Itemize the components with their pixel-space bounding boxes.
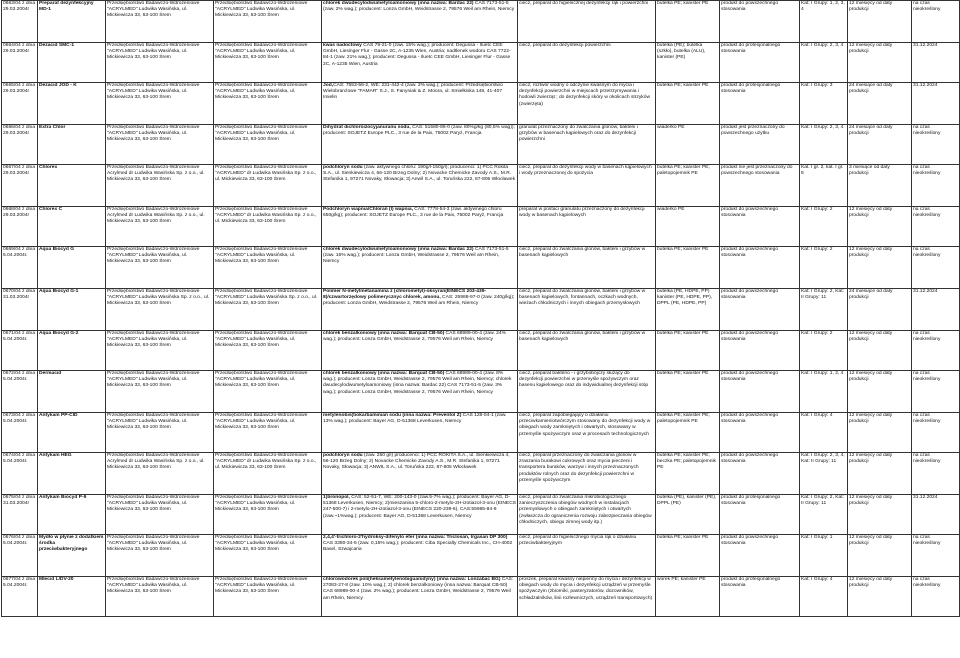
cell-packaging: butelka PE; kanister PE	[656, 535, 720, 577]
cell-entity: Przedsiębiorstwo Badawczo-Wdrożeniowe "ACRYLMED" Ludwika Wasińska Sp. z o.o., ul. Mickiewicza 33, 63-100 Śrem	[106, 289, 214, 331]
table-row	[2, 371, 960, 413]
substance-name: chlorek dwudecylodwumetyloamoniowy (inna nazwa: Bardac 22)	[323, 247, 474, 252]
cell-form: ciecz, preparat zapobiegający o działaniu przeciwkamieniotwórczym stosowany do dezynfekcji wody w obiegach wody zamkniętych i otwartych, stosowany w przemyśle spożywczym oraz w procesach technologicznych	[518, 413, 656, 453]
cell-shelf: 12 miesięcy od daty produkcji	[848, 413, 912, 453]
cell-no: 0667/04 z dnia 29.03.2004r	[2, 165, 38, 207]
substance-details: CAS 128-04-1 (zaw. 13% wag.); producent: Bayer AG, D-51368 Leverkusen, Niemcy	[323, 413, 507, 425]
cell-packaging: butelka PE; kanister PE; paletopojemnik PE	[656, 413, 720, 453]
cell-producer: Przedsiębiorstwo Badawczo-Wdrożeniowe "ACRYLMED" Ludwika Wasińska, ul. Mickiewicza 33, 63-100 Śrem	[214, 577, 322, 617]
cell-form: ciecz, preparat do zwalczania glonów, bakterii i grzybów w basenach kąpielowych, fontannach, oczkach wodnych, wieżach chłodniczych i innych obiegach przemysłowych	[518, 289, 656, 331]
cell-name: Mlecid L/DV-20	[38, 577, 106, 617]
cell-producer: Przedsiębiorstwo Badawczo-Wdrożeniowe "ACRYLMED" dr Ludwika Wasińska Sp. z o.o., ul. Mickiewicza 33, 63-100 Śrem	[214, 207, 322, 247]
cell-user: produkt do powszechnego stosowania	[720, 1, 800, 43]
cell-name: Antykam HEG	[38, 453, 106, 495]
cell-entity: Przedsiębiorstwo Badawczo-Wdrożeniowe "ACRYLMED" Ludwika Wasińska, ul. Mickiewicza 33, 63-100 Śrem	[106, 495, 214, 535]
cell-category: Kat: I Grupy: 1	[800, 535, 848, 577]
cell-shelf: 12 miesięcy od daty produkcji	[848, 331, 912, 371]
substance-name: chlorowodorek poli(heksametylenobiguanidyny) (inna nazwa: Lonzabac BG)	[323, 577, 501, 582]
substance-name: Jod,	[323, 83, 334, 88]
cell-form: preparat w postaci granulatu przeznaczony do dezynfekcji wody w basenach kąpielowych	[518, 207, 656, 247]
substance-details: CAS 7173-51-5 (zaw. 2% wag.); producent: Lonza GmbH, Weidstrasse 2, 79576 Weil am Rhein, Niemcy	[323, 1, 515, 13]
substance-details: CAS: 25988-97-0 (zaw. 240g/kg); producent: Lonza GmbH, Weidstrasse 2, 79576 Weil am Rhein, Niemcy	[323, 295, 515, 307]
cell-no: 0676/04 z dnia 5.04.2004r.	[2, 535, 38, 577]
table-row	[2, 535, 960, 577]
cell-shelf: 12 miesięcy od daty produkcji	[848, 453, 912, 495]
cell-packaging: butelka PE; kanister PE; beczka PE; paletopojemnik PE	[656, 453, 720, 495]
cell-name: Extra Chlor	[38, 125, 106, 165]
cell-producer: Przedsiębiorstwo Badawczo-Wdrożeniowe "ACRYLMED" Ludwika Wasińska, ul. Mickiewicza 33, 63-100 Śrem	[214, 495, 322, 535]
cell-name: Aqua Biocyd G	[38, 247, 106, 289]
cell-category: Kat: I Grupy: 2, Kat: II Grupy: 11	[800, 289, 848, 331]
substance-name: podchloryn sodu	[323, 165, 363, 170]
cell-substance	[322, 1, 518, 43]
cell-substance	[322, 413, 518, 453]
cell-producer: Przedsiębiorstwo Badawczo-Wdrożeniowe "ACRYLMED" Ludwika Wasińska, ul. Mickiewicza 33, 63-100 Śrem	[214, 331, 322, 371]
cell-substance	[322, 577, 518, 617]
cell-entity: Przedsiębiorstwo Badawczo-Wdrożeniowe Acrylmed dr Ludwika Wasińska Sp. z o.o., ul. Mickiewicza 33, 63-100 Śrem	[106, 165, 214, 207]
cell-name: Chlorex C	[38, 207, 106, 247]
cell-user: produkt do powszechnego stosowania	[720, 331, 800, 371]
cell-packaging: butelka PE; kanister PE	[656, 331, 720, 371]
substance-details: CAS 7173-51-5 (zaw. 16% wag.); producent: Lonza GmbH, Weidstrasse 2, 79576 Weil am Rhein, Niemcy	[323, 247, 509, 265]
cell-producer: Przedsiębiorstwo Badawczo-Wdrożeniowe "ACRYLMED" Ludwika Wasińska, ul. Mickiewicza 33, 63-100 Śrem	[214, 535, 322, 577]
cell-producer: Przedsiębiorstwo Badawczo-Wdrożeniowe "ACRYLMED" Ludwika Wasińska, ul. Mickiewicza 33, 63-100 Śrem	[214, 83, 322, 125]
cell-no: 0672/04 z dnia 5.04.2004r.	[2, 371, 38, 413]
cell-form: proszek, preparat kwaśny niepienny do mycia i dezynfekcji w obiegach wody do mycia i dezynfekcji urządzeń w przemyśle spożywczym (zbiorniki, pasteryzatorów, dozowników, schładzalników, linii rozlewniczych, urządzeń transportowych)	[518, 577, 656, 617]
cell-substance	[322, 453, 518, 495]
cell-no: 0669/04 z dnia 5.04.2004r.	[2, 247, 38, 289]
cell-no: 0663/04 z dnia 29.03.2004r	[2, 1, 38, 43]
table-row	[2, 125, 960, 165]
cell-no: 0671/04 z dnia 5.04.2004r.	[2, 331, 38, 371]
cell-user: produkt do profesjonalnego stosowania	[720, 577, 800, 617]
cell-user: produkt jest przeznaczony do powszechnego użytku	[720, 125, 800, 165]
table-row	[2, 247, 960, 289]
cell-validity: na czas nieokreślony	[912, 207, 960, 247]
cell-user: produkt do powszechnego stosowania	[720, 413, 800, 453]
cell-form: ciecz, preparat do zwalczania glonów, bakterii i grzybów w basenach kąpielowych	[518, 331, 656, 371]
substance-details: CAS: 7553-56-2, WE: 231-442-4 (zaw. 2% wag.); producent: Przedsiębiorstwo Wielobranżowe "FAMAR" S.J., S. Fanyniak & Z. Moora, ul. Smiełkiska 148, 41-407 Imielin	[323, 83, 503, 101]
cell-shelf: 12 miesięcy od daty produkcji	[848, 43, 912, 83]
cell-packaging: wiaderko PE	[656, 207, 720, 247]
cell-category: Kat: I Grupy: 4	[800, 577, 848, 617]
table-row	[2, 453, 960, 495]
cell-shelf: 12 miesięcy od daty produkcji	[848, 371, 912, 413]
cell-packaging: butelka PE; kanister PE; paletopojemnik PE	[656, 165, 720, 207]
cell-name: Mydło w płynie z dodatkiem środka przeciwbakteryjnego	[38, 535, 106, 577]
cell-category: Kat: I Grupy: 1, 2, 3, 4	[800, 1, 848, 43]
cell-substance	[322, 535, 518, 577]
cell-shelf: 3 miesiące od daty produkcji	[848, 165, 912, 207]
substance-details: CAS: 51580-86-0 (zaw. 80%g/kg (80,5% wag)); producent: SOJETZ Europe PLC., 3 rue de la Paix, 75002 Paryż, Francja	[323, 125, 515, 137]
cell-user: produkt do profesjonalnego stosowania	[720, 83, 800, 125]
cell-validity: 31.12.2024	[912, 83, 960, 125]
cell-user: produkt do powszechnego stosowania	[720, 289, 800, 331]
cell-no: 0666/04 z dnia 29.03.2004r	[2, 125, 38, 165]
cell-form: ciecz, preparat do zwalczania mikrobiologicznego zanieczyszczenia obiegów wodnych w instalacjach przemysłowych o obiegach zamkniętych i otwartych (zwłaszcza do ograniczenia rozwoju zabezpieczania obiegów chłodniczych, obiegu zimnej wody itp.)	[518, 495, 656, 535]
cell-shelf: 12 miesięcy od daty produkcji	[848, 535, 912, 577]
table-row	[2, 413, 960, 453]
cell-packaging: wiaderko PE	[656, 125, 720, 165]
cell-shelf: 24 miesiące od daty produkcji	[848, 83, 912, 125]
cell-entity: Przedsiębiorstwo Badawczo-Wdrożeniowe "ACRYLMED" Ludwika Wasińska, ul. Mickiewicza 33, 63-100 Śrem	[106, 577, 214, 617]
cell-name: Dermacid	[38, 371, 106, 413]
cell-no: 0673/04 z dnia 5.04.2004r.	[2, 413, 38, 453]
cell-substance	[322, 371, 518, 413]
cell-validity: na czas nieokreślony	[912, 331, 960, 371]
cell-form: ciecz, preparat do zwalczania glonów, bakterii i grzybów w basenach kąpielowych	[518, 247, 656, 289]
cell-name: Antykam Biocyd P-9	[38, 495, 106, 535]
cell-entity: Przedsiębiorstwo Badawczo-Wdrożeniowe "ACRYLMED" Ludwika Wasińska, ul. Mickiewicza 33, 63-100 Śrem	[106, 535, 214, 577]
cell-validity: na czas nieokreślony	[912, 125, 960, 165]
cell-user: produkt do powszechnego stosowania	[720, 207, 800, 247]
substance-name: podchloryn sodu	[323, 453, 363, 458]
cell-name: Aqua Biocyd G-2	[38, 331, 106, 371]
substance-name: kwas nadoctowy	[323, 43, 362, 48]
cell-form: ciecz, preparat przeznaczony do zwalczania glonów w zraszania burakowi cukrowych oraz mycia pieczeni i transportera buraków, warzyw i innych przeznaczonych produktów rolnych oraz do dezynfekcji powierzchni w przemyśle spożywczym	[518, 453, 656, 495]
cell-form: ciecz, preparat do higienicznej dezynfekcji rąk i powierzchni	[518, 1, 656, 43]
register-body	[2, 1, 960, 617]
cell-category: Kat: I Grupy: 1, 2, 4	[800, 371, 848, 413]
table-row	[2, 43, 960, 83]
substance-name: Podchloryn wapnia/Chloran (I) wapnia,	[323, 207, 413, 212]
cell-form: ciecz, preparat do higienicznego mycia rąk o działaniu przeciwbakteryjnym	[518, 535, 656, 577]
substance-details: CAS 68989-00-4 (zaw. 24% wag.); producent: Lonza GmbH, Weidstrasse 2, 79576 Weil am Rhein, Niemcy	[323, 331, 506, 343]
cell-shelf: 24 miesiące od daty produkcji	[848, 289, 912, 331]
cell-user: produkt do powszechnego stosowania	[720, 453, 800, 495]
cell-producer: Przedsiębiorstwo Badawczo-Wdrożeniowe "ACRYLMED" Ludwika Wasińska, ul. Mickiewicza 33, 63-100 Śrem	[214, 247, 322, 289]
substance-details: CAS: 27083-27-8 (zaw. 10% wag.); 2) chlorek benzalkoniowy (inna nazwa: Barquat CB-50) CAS 68989-00-4 (zaw. 2% wag.); producent: Lonza GmbH, Weidstrasse 2, 79576 Weil am Rhein, Niemcy	[323, 577, 514, 601]
table-row	[2, 331, 960, 371]
cell-packaging: worek PE; kanister PE	[656, 577, 720, 617]
cell-form: ciecz, preparat bakterio - i grzybobójczy służący do dezynfekcji powierzchni w przemyśle spożywczym oraz basenu kąpielowego oraz do indywidualnej dezynfekcji stóp	[518, 371, 656, 413]
cell-shelf: 12 miesięcy od daty produkcji	[848, 495, 912, 535]
cell-entity: Przedsiębiorstwo Badawczo-Wdrożeniowe "ACRYLMED" Ludwika Wasińska, ul. Mickiewicza 33, 63-100 Śrem	[106, 413, 214, 453]
cell-name: Dezacid SMC-1	[38, 43, 106, 83]
cell-substance	[322, 125, 518, 165]
table-row	[2, 577, 960, 617]
cell-name: Antykam PP-CID	[38, 413, 106, 453]
cell-producer: Przedsiębiorstwo Badawczo-Wdrożeniowe "ACRYLMED" dr Ludwika Wasińska Sp. z o.o., ul. Mickiewicza 33, 63-100 Śrem	[214, 165, 322, 207]
substance-name: chlorek benzalkoniowy (inna nazwa: Barquat CB-50)	[323, 331, 445, 336]
table-row	[2, 289, 960, 331]
substance-details: CAS 3380-34-5 (zaw. 0,15% wag.); producent: Ciba Specialty Chemicals Inc., CH-4002 Basel, Szwajcaria	[323, 541, 513, 553]
cell-form: granulat przeznaczony do zwalczania glonów, bakterii i grzybów w basenach kąpielowych oraz do dezynfekcji powierzchni	[518, 125, 656, 165]
cell-producer: Przedsiębiorstwo Badawczo-Wdrożeniowe "ACRYLMED" Ludwika Wasińska, ul. Mickiewicza 33, 63-100 Śrem	[214, 413, 322, 453]
cell-packaging: butelka PE; kanister PE	[656, 83, 720, 125]
cell-producer: Przedsiębiorstwo Badawczo-Wdrożeniowe "ACRYLMED" Ludwika Wasińska Sp. z o.o., ul. Mickiewicza 33, 63-100 Śrem	[214, 289, 322, 331]
cell-no: 0674/04 z dnia 5.04.2004r.	[2, 453, 38, 495]
cell-entity: Przedsiębiorstwo Badawczo-Wdrożeniowe "ACRYLMED" Ludwika Wasińska, ul. Mickiewicza 33, 63-100 Śrem	[106, 125, 214, 165]
cell-producer: Przedsiębiorstwo Badawczo-Wdrożeniowe "ACRYLMED" Ludwika Wasińska, ul. Mickiewicza 33, 63-100 Śrem	[214, 43, 322, 83]
substance-details: CAS: 52-51-7, WE: 200-143-0 (zaw.5-7% wag.); producent: Bayer AG, D-51368 Leverkusen, Niemcy; 2)mieszanina 5-chloro-2-metylo-2H-izotiazol-3-onu (EINECS 247-500-7) i 2-metylo-2H-izotiazol-3-onu (EINECS 220-239-6), CAS:55965-84-9 (zaw.~1%wag.); producent: Bayer AG, D-51368 Leverkusen, Niemcy	[323, 495, 516, 519]
cell-category: Kat: I Grupy: 4	[800, 413, 848, 453]
cell-entity: Przedsiębiorstwo Badawczo-Wdrożeniowe Acrylmed dr Ludwika Wasińska Sp. z o.o., ul. Mickiewicza 33, 63-100 Śrem	[106, 207, 214, 247]
cell-category: Kat: I Grupy: 2, 3, 4, Kat: II Grupy: 11	[800, 453, 848, 495]
table-row	[2, 207, 960, 247]
cell-user: produkt nie jest przeznaczony do powszechnego stosowania	[720, 165, 800, 207]
cell-producer: Przedsiębiorstwo Badawczo-Wdrożeniowe "ACRYLMED" Ludwika Wasińska, ul. Mickiewicza 33, 63-100 Śrem	[214, 1, 322, 43]
cell-validity: na czas nieokreślony	[912, 577, 960, 617]
cell-entity: Przedsiębiorstwo Badawczo-Wdrożeniowe Acrylmed dr Ludwika Wasińska Sp. z o.o., ul. Mickiewicza 33, 63-100 Śrem	[106, 453, 214, 495]
cell-validity: 31.12.2024	[912, 43, 960, 83]
substance-details: (zaw. aktywnego chloru: 190g/l-150g/l); producenci: 1) PCC Rokita S.A., ul. Sienkiewicza 4, 56-120 Brzeg Dolny; 2) Novacke Chemicke Zavody A.S., M.R. Stefanika 1, 97271 Novaky, Słowacja; 3) Anwil S.A., ul. Toruńska 222, 87-805 Włocławek	[323, 165, 516, 183]
cell-shelf: 24 miesiące od daty produkcji	[848, 125, 912, 165]
substance-name: chlorek dwudecylodwumetyloamoniowy (inna nazwa: Bardac 22)	[323, 1, 474, 6]
cell-validity: na czas nieokreślony	[912, 1, 960, 43]
cell-no: 0668/04 z dnia 29.03.2004r	[2, 207, 38, 247]
cell-packaging: butelka (PE), kanister (PE), DPPL (PE)	[656, 495, 720, 535]
cell-no: 0664/04 z dnia 29.03.2004r	[2, 43, 38, 83]
cell-category: Kat: I Grupy: 2, Kat: II Grupy: 11	[800, 495, 848, 535]
cell-validity: 31.12.2024	[912, 495, 960, 535]
cell-shelf: 12 miesięcy od daty produkcji	[848, 207, 912, 247]
cell-packaging: butelka PE; kanister PE	[656, 247, 720, 289]
cell-entity: Przedsiębiorstwo Badawczo-Wdrożeniowe "ACRYLMED" Ludwika Wasińska, ul. Mickiewicza 33, 63-100 Śrem	[106, 43, 214, 83]
cell-substance	[322, 247, 518, 289]
cell-validity: na czas nieokreślony	[912, 413, 960, 453]
cell-packaging: butelka (PE, HDPE, PP) kanister (PE, HDPE, PP), DPPL (PE, HDPE, PP)	[656, 289, 720, 331]
cell-category: Kat: I Grupy: 2	[800, 331, 848, 371]
cell-user: produkt do powszechnego stosowania	[720, 371, 800, 413]
table-row	[2, 165, 960, 207]
cell-entity: Przedsiębiorstwo Badawczo-Wdrożeniowe "ACRYLMED" Ludwika Wasińska, ul. Mickiewicza 33, 63-100 Śrem	[106, 83, 214, 125]
cell-packaging: butelka (PE); butelka (szkło), butelka (ALU), kanister (PE)	[656, 43, 720, 83]
cell-category: Kat. I gr. 2, kat. I gr. 5	[800, 165, 848, 207]
cell-category: Kat: I Grupy: 3	[800, 83, 848, 125]
cell-validity: 31.12.2024	[912, 289, 960, 331]
cell-validity: na czas nieokreślony	[912, 165, 960, 207]
cell-form: ciecz, preparat do dezynfekcji wody w basenach kąpielowych i wody przeznaczonej do spożycia	[518, 165, 656, 207]
cell-category: Kat: I Grupy: 2, 3, 4	[800, 125, 848, 165]
cell-validity: na czas nieokreślony	[912, 453, 960, 495]
cell-producer: Przedsiębiorstwo Badawczo-Wdrożeniowe "ACRYLMED" dr Ludwika Wasińska Sp. z o.o., ul. Mickiewicza 33, 63-100 Śrem	[214, 453, 322, 495]
substance-name: Dihydrat dichloroizocyjanuranu sodu,	[323, 125, 411, 130]
cell-shelf: 12 miesięcy od daty produkcji	[848, 1, 912, 43]
cell-user: produkt do profesjonalnego stosowania	[720, 43, 800, 83]
cell-substance	[322, 207, 518, 247]
table-row	[2, 83, 960, 125]
table-row	[2, 1, 960, 43]
cell-producer: Przedsiębiorstwo Badawczo-Wdrożeniowe "ACRYLMED" Ludwika Wasińska, ul. Mickiewicza 33, 63-100 Śrem	[214, 125, 322, 165]
cell-packaging: butelka PE; kanister PE	[656, 1, 720, 43]
substance-name: 2,4,4'-trichloro-2'hydroksy-difenylo eter (inna nazwa: Triclosan, Irgasan DP 300)	[323, 535, 508, 540]
table-row	[2, 495, 960, 535]
cell-producer: Przedsiębiorstwo Badawczo-Wdrożeniowe "ACRYLMED" Ludwika Wasińska, ul. Mickiewicza 33, 63-100 Śrem	[214, 371, 322, 413]
cell-category: Kat: I Grupy: 2	[800, 247, 848, 289]
substance-details: CAS: 7778-54-3 (zaw. aktywnego chloru 650g/kg); producent: SOJETZ Europe PLC., 3 rue de la Paix, 75002 Paryż, Francja	[323, 207, 504, 219]
substance-details: (zaw. 250 g/l) producenci: 1) PCC ROKITA S.A., ul. Sienkiewicza 4, 56-120 Brzeg Dolny; 2) Novacke Chemicke Zavody A.S., M.R. Stefanika 1, 97271 Novaky, Słowacja; 3) ANWIL S.A., ul. Toruńska 222, 87-805 Włocławek	[323, 453, 510, 471]
register-table	[1, 0, 960, 617]
cell-no: 0670/04 z dnia 31.03.2004r	[2, 289, 38, 331]
cell-substance	[322, 331, 518, 371]
cell-form: ciecz, preparat do dezynfekcji powierzchni	[518, 43, 656, 83]
cell-validity: na czas nieokreślony	[912, 371, 960, 413]
cell-name: Preparat dezynfekcyjny MD-1	[38, 1, 106, 43]
cell-name: Chlorex	[38, 165, 106, 207]
cell-substance	[322, 43, 518, 83]
cell-user: produkt do powszechnego stosowania	[720, 535, 800, 577]
cell-category: Kat: I Grupy: 2	[800, 207, 848, 247]
cell-entity: Przedsiębiorstwo Badawczo-Wdrożeniowe "ACRYLMED" Ludwika Wasińska, ul. Mickiewicza 33, 63-100 Śrem	[106, 371, 214, 413]
cell-form: ciecz, roztwór wodny o odczynie kwaśnym do mycia i dezynfekcji powierzchni w miejscach przetrzymywania i hodowli zwierząt ; do dezynfekcji skóry w okolicach strzyków (zwierzęta)	[518, 83, 656, 125]
cell-no: 0665/04 z dnia 29.03.2004r	[2, 83, 38, 125]
substance-name: chlorek benzalkoniowy (inna nazwa: Barquat CB-50)	[323, 371, 445, 376]
cell-substance	[322, 495, 518, 535]
cell-validity: na czas nieokreślony	[912, 535, 960, 577]
cell-no: 0675/04 z dnia 31.03.2004r	[2, 495, 38, 535]
cell-shelf: 12 miesięcy od daty produkcji	[848, 247, 912, 289]
cell-substance	[322, 289, 518, 331]
cell-entity: Przedsiębiorstwo Badawczo-Wdrożeniowe "ACRYLMED" Ludwika Wasińska, ul. Mickiewicza 33, 63-100 Śrem	[106, 331, 214, 371]
substance-name: metylenobis(tiokarbaminian sodu (inna nazwa: Preventol Z)	[323, 413, 462, 418]
cell-validity: na czas nieokreślony	[912, 247, 960, 289]
cell-entity: Przedsiębiorstwo Badawczo-Wdrożeniowe "ACRYLMED" Ludwika Wasińska, ul. Mickiewicza 33, 63-100 Śrem	[106, 247, 214, 289]
cell-shelf: 12 miesięcy od daty produkcji	[848, 577, 912, 617]
cell-category: Kat: I Grupy: 2, 3, 4	[800, 43, 848, 83]
cell-user: produkt do powszechnego stosowania	[720, 247, 800, 289]
cell-substance	[322, 83, 518, 125]
substance-name: Polimer N-metylmetanamina z (chlorometyl)-oksyran(EINECS 203-439-8)/czwartorzędowy polimerycznyc chlorek, amonu,	[323, 289, 487, 301]
cell-user: produkt do profesjonalnego stosowania	[720, 495, 800, 535]
substance-name: 1)bronopol,	[323, 495, 350, 500]
cell-substance	[322, 165, 518, 207]
cell-no: 0677/04 z dnia 5.04.2004r.	[2, 577, 38, 617]
substance-details: CAS 79-21-0 (zaw. 15% wag.); producent: Degussa - Iluetc CEE GmbH, Liesinger Flur - Gasse 2C, A-1235 Wien, Austria; nadtlenek wodoru CAS 7722-84-1 (zaw. 21% wag.); producent: Degussa - Iluetc CEE GmbH, Liesinger Flur - Gasse 2C, A-1235 Wien, Austria	[323, 43, 511, 67]
substance-details: CAS 68989-00-4 (zaw. 8% wag.); producent: Lonza GmbH, Weidstrasse 2, 79576 Weil am Rhein, Niemcy; chlorek dwudecylodwumetyloamoniowy (inna nazwa: Bardac 22) CAS 7173-51-5 (zaw. 3% wag.); producent: Lonza GmbH, Weidstrasse 2, 79576 Weil am Rhein, Niemcy	[323, 371, 512, 395]
cell-entity: Przedsiębiorstwo Badawczo-Wdrożeniowe "ACRYLMED" Ludwika Wasińska, ul. Mickiewicza 33, 63-100 Śrem	[106, 1, 214, 43]
cell-name: Dezacid JOD - K	[38, 83, 106, 125]
cell-packaging: butelka PE; kanister PE	[656, 371, 720, 413]
cell-name: Aqua Biocyd G-1	[38, 289, 106, 331]
